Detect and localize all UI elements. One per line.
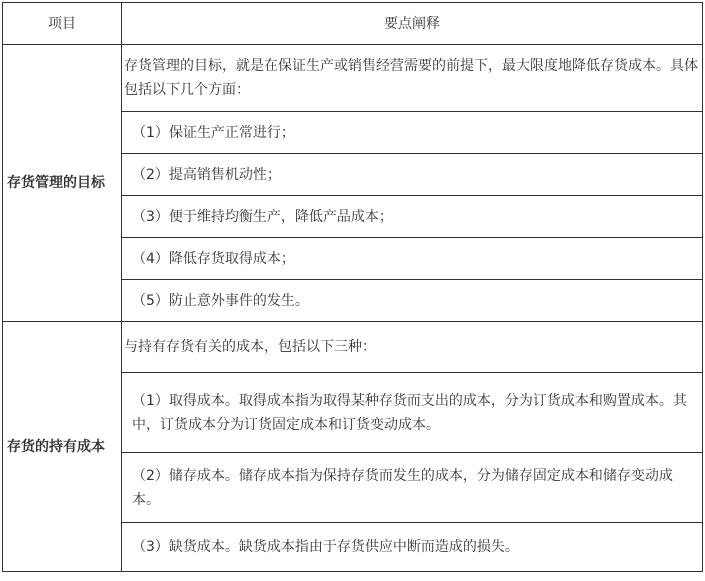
table-row <box>3 45 703 112</box>
list-item: （3）便于维持均衡生产，降低产品成本； <box>122 196 703 238</box>
content-table <box>2 2 703 572</box>
list-item: （4）降低存货取得成本； <box>122 238 703 280</box>
header-item: 项目 <box>3 3 122 45</box>
header-explanation: 要点阐释 <box>122 3 703 45</box>
section-title-holding-cost: 存货的持有成本 <box>3 322 122 572</box>
list-item: （1）保证生产正常进行； <box>122 112 703 154</box>
section-intro: 与持有存货有关的成本，包括以下三种： <box>122 322 703 373</box>
header-row <box>3 3 703 45</box>
list-item: （3）缺货成本。缺货成本指由于存货供应中断而造成的损失。 <box>122 523 703 572</box>
table-row <box>3 322 703 373</box>
section-title-inventory-goal: 存货管理的目标 <box>3 45 122 322</box>
list-item: （5）防止意外事件的发生。 <box>122 280 703 322</box>
list-item: （2）提高销售机动性； <box>122 154 703 196</box>
list-item: （1）取得成本。取得成本指为取得某种存货而支出的成本，分为订货成本和购置成本。其中，订货成本分为订货固定成本和订货变动成本。 <box>122 373 703 453</box>
list-item: （2）储存成本。储存成本指为保持存货而发生的成本，分为储存固定成本和储存变动成本。 <box>122 453 703 523</box>
section-intro: 存货管理的目标，就是在保证生产或销售经营需要的前提下，最大限度地降低存货成本。具体包括以下几个方面： <box>122 45 703 112</box>
